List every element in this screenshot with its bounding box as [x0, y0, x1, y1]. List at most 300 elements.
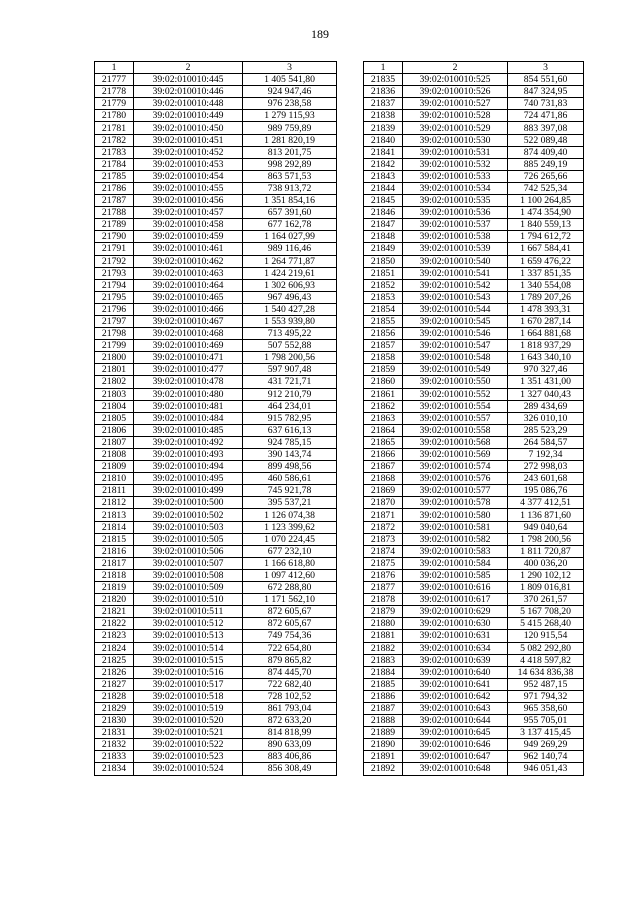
- cadastral-number-cell: 39:02:010010:547: [403, 340, 508, 352]
- row-number-cell: 21794: [95, 279, 134, 291]
- cadastral-value-cell: 460 586,61: [243, 473, 337, 485]
- table-row: [364, 195, 584, 207]
- cadastral-number-cell: 39:02:010010:642: [403, 690, 508, 702]
- table-row: [364, 303, 584, 315]
- cadastral-number-cell: 39:02:010010:550: [403, 376, 508, 388]
- row-number-cell: 21835: [364, 74, 403, 86]
- table-row: [95, 606, 337, 618]
- cadastral-value-cell: 1 405 541,80: [243, 74, 337, 86]
- cadastral-number-cell: 39:02:010010:499: [134, 485, 243, 497]
- table-row: [95, 521, 337, 533]
- table-row: [364, 98, 584, 110]
- cadastral-value-cell: 965 358,60: [508, 702, 584, 714]
- row-number-cell: 21879: [364, 606, 403, 618]
- cadastral-value-cell: 976 238,58: [243, 98, 337, 110]
- table-row: [364, 751, 584, 763]
- cadastral-number-cell: 39:02:010010:568: [403, 436, 508, 448]
- row-number-cell: 21860: [364, 376, 403, 388]
- cadastral-value-cell: 400 036,20: [508, 557, 584, 569]
- table-row: [364, 763, 584, 775]
- cadastral-value-cell: 1 553 939,80: [243, 315, 337, 327]
- cadastral-number-cell: 39:02:010010:449: [134, 110, 243, 122]
- table-row: [95, 170, 337, 182]
- table-row: [95, 74, 337, 86]
- cadastral-value-cell: 874 409,40: [508, 146, 584, 158]
- cadastral-value-cell: 1 171 562,10: [243, 594, 337, 606]
- table-row: [95, 98, 337, 110]
- row-number-cell: 21871: [364, 509, 403, 521]
- row-number-cell: 21857: [364, 340, 403, 352]
- cadastral-number-cell: 39:02:010010:552: [403, 388, 508, 400]
- table-row: [364, 545, 584, 557]
- cadastral-number-cell: 39:02:010010:465: [134, 291, 243, 303]
- table-row: [364, 231, 584, 243]
- cadastral-value-cell: 5 082 292,80: [508, 642, 584, 654]
- row-number-cell: 21827: [95, 678, 134, 690]
- table-row: [95, 158, 337, 170]
- row-number-cell: 21792: [95, 255, 134, 267]
- row-number-cell: 21847: [364, 219, 403, 231]
- cadastral-value-cell: 3 137 415,45: [508, 727, 584, 739]
- table-row: [95, 146, 337, 158]
- column-header-1: 1: [95, 62, 134, 74]
- table-row: [95, 678, 337, 690]
- cadastral-value-cell: 946 051,43: [508, 763, 584, 775]
- cadastral-value-cell: 1 327 040,43: [508, 388, 584, 400]
- table-row: [95, 533, 337, 545]
- table-row: [95, 557, 337, 569]
- table-row: [364, 267, 584, 279]
- cadastral-value-cell: 861 793,04: [243, 702, 337, 714]
- table-row: [95, 279, 337, 291]
- table-row: [95, 751, 337, 763]
- table-row: [95, 449, 337, 461]
- cadastral-number-cell: 39:02:010010:463: [134, 267, 243, 279]
- table-row: [364, 315, 584, 327]
- cadastral-value-cell: 952 487,15: [508, 678, 584, 690]
- cadastral-number-cell: 39:02:010010:481: [134, 400, 243, 412]
- cadastral-number-cell: 39:02:010010:584: [403, 557, 508, 569]
- cadastral-value-cell: 1 670 287,14: [508, 315, 584, 327]
- cadastral-value-cell: 5 167 708,20: [508, 606, 584, 618]
- row-number-cell: 21778: [95, 86, 134, 98]
- table-row: [95, 509, 337, 521]
- cadastral-number-cell: 39:02:010010:578: [403, 497, 508, 509]
- cadastral-value-cell: 1 478 393,31: [508, 303, 584, 315]
- table-row: [95, 727, 337, 739]
- cadastral-number-cell: 39:02:010010:466: [134, 303, 243, 315]
- row-number-cell: 21862: [364, 400, 403, 412]
- table-row: [364, 424, 584, 436]
- table-row: [364, 449, 584, 461]
- row-number-cell: 21876: [364, 569, 403, 581]
- table-row: [364, 727, 584, 739]
- row-number-cell: 21853: [364, 291, 403, 303]
- cadastral-value-cell: 677 232,10: [243, 545, 337, 557]
- table-row: [95, 291, 337, 303]
- cadastral-number-cell: 39:02:010010:548: [403, 352, 508, 364]
- table-row: [95, 461, 337, 473]
- cadastral-number-cell: 39:02:010010:461: [134, 243, 243, 255]
- cadastral-number-cell: 39:02:010010:508: [134, 569, 243, 581]
- row-number-cell: 21877: [364, 582, 403, 594]
- row-number-cell: 21885: [364, 678, 403, 690]
- cadastral-value-cell: 272 998,03: [508, 461, 584, 473]
- row-number-cell: 21869: [364, 485, 403, 497]
- cadastral-number-cell: 39:02:010010:540: [403, 255, 508, 267]
- column-header-3: 3: [508, 62, 584, 74]
- row-number-cell: 21839: [364, 122, 403, 134]
- cadastral-number-cell: 39:02:010010:478: [134, 376, 243, 388]
- cadastral-value-cell: 120 915,54: [508, 630, 584, 642]
- cadastral-value-cell: 814 818,99: [243, 727, 337, 739]
- cadastral-number-cell: 39:02:010010:468: [134, 328, 243, 340]
- row-number-cell: 21873: [364, 533, 403, 545]
- cadastral-number-cell: 39:02:010010:546: [403, 328, 508, 340]
- cadastral-number-cell: 39:02:010010:541: [403, 267, 508, 279]
- cadastral-value-cell: 749 754,36: [243, 630, 337, 642]
- cadastral-value-cell: 657 391,60: [243, 207, 337, 219]
- cadastral-number-cell: 39:02:010010:617: [403, 594, 508, 606]
- table-row: [364, 340, 584, 352]
- row-number-cell: 21875: [364, 557, 403, 569]
- cadastral-number-cell: 39:02:010010:512: [134, 618, 243, 630]
- cadastral-number-cell: 39:02:010010:529: [403, 122, 508, 134]
- cadastral-value-cell: 899 498,56: [243, 461, 337, 473]
- table-row: [95, 267, 337, 279]
- cadastral-value-cell: 998 292,89: [243, 158, 337, 170]
- cadastral-value-cell: 1 540 427,28: [243, 303, 337, 315]
- cadastral-number-cell: 39:02:010010:576: [403, 473, 508, 485]
- table-row: [95, 388, 337, 400]
- cadastral-number-cell: 39:02:010010:446: [134, 86, 243, 98]
- table-row: [95, 473, 337, 485]
- table-row: [364, 557, 584, 569]
- cadastral-value-cell: 989 116,46: [243, 243, 337, 255]
- table-header-row: [364, 62, 584, 74]
- table-row: [364, 618, 584, 630]
- row-number-cell: 21838: [364, 110, 403, 122]
- table-row: [95, 219, 337, 231]
- cadastral-value-cell: 1 290 102,12: [508, 569, 584, 581]
- cadastral-number-cell: 39:02:010010:521: [134, 727, 243, 739]
- row-number-cell: 21811: [95, 485, 134, 497]
- row-number-cell: 21797: [95, 315, 134, 327]
- table-row: [364, 182, 584, 194]
- row-number-cell: 21784: [95, 158, 134, 170]
- table-row: [364, 207, 584, 219]
- cadastral-value-cell: 285 523,29: [508, 424, 584, 436]
- cadastral-value-cell: 740 731,83: [508, 98, 584, 110]
- row-number-cell: 21834: [95, 763, 134, 775]
- row-number-cell: 21819: [95, 582, 134, 594]
- cadastral-number-cell: 39:02:010010:539: [403, 243, 508, 255]
- row-number-cell: 21852: [364, 279, 403, 291]
- cadastral-number-cell: 39:02:010010:530: [403, 134, 508, 146]
- cadastral-value-cell: 1 070 224,45: [243, 533, 337, 545]
- cadastral-value-cell: 1 818 937,29: [508, 340, 584, 352]
- table-row: [95, 739, 337, 751]
- cadastral-value-cell: 243 601,68: [508, 473, 584, 485]
- row-number-cell: 21846: [364, 207, 403, 219]
- cadastral-number-cell: 39:02:010010:517: [134, 678, 243, 690]
- row-number-cell: 21805: [95, 412, 134, 424]
- table-row: [95, 255, 337, 267]
- cadastral-number-cell: 39:02:010010:507: [134, 557, 243, 569]
- row-number-cell: 21868: [364, 473, 403, 485]
- table-row: [364, 485, 584, 497]
- cadastral-number-cell: 39:02:010010:634: [403, 642, 508, 654]
- table-row: [95, 400, 337, 412]
- table-row: [95, 594, 337, 606]
- row-number-cell: 21854: [364, 303, 403, 315]
- table-row: [95, 630, 337, 642]
- table-row: [364, 352, 584, 364]
- table-row: [364, 388, 584, 400]
- cadastral-value-cell: 989 759,89: [243, 122, 337, 134]
- cadastral-value-cell: 1 164 027,99: [243, 231, 337, 243]
- cadastral-number-cell: 39:02:010010:616: [403, 582, 508, 594]
- column-header-3: 3: [243, 62, 337, 74]
- table-row: [95, 666, 337, 678]
- cadastral-value-cell: 1 474 354,90: [508, 207, 584, 219]
- table-row: [364, 630, 584, 642]
- cadastral-value-cell: 507 552,88: [243, 340, 337, 352]
- cadastral-value-cell: 289 434,69: [508, 400, 584, 412]
- cadastral-number-cell: 39:02:010010:647: [403, 751, 508, 763]
- cadastral-number-cell: 39:02:010010:480: [134, 388, 243, 400]
- cadastral-value-cell: 713 495,22: [243, 328, 337, 340]
- cadastral-number-cell: 39:02:010010:522: [134, 739, 243, 751]
- cadastral-value-cell: 464 234,01: [243, 400, 337, 412]
- cadastral-number-cell: 39:02:010010:493: [134, 449, 243, 461]
- table-row: [95, 424, 337, 436]
- table-row: [364, 376, 584, 388]
- row-number-cell: 21855: [364, 315, 403, 327]
- column-header-2: 2: [403, 62, 508, 74]
- table-row: [95, 545, 337, 557]
- cadastral-value-cell: 924 947,46: [243, 86, 337, 98]
- row-number-cell: 21788: [95, 207, 134, 219]
- row-number-cell: 21851: [364, 267, 403, 279]
- table-row: [364, 328, 584, 340]
- row-number-cell: 21840: [364, 134, 403, 146]
- cadastral-number-cell: 39:02:010010:524: [134, 763, 243, 775]
- cadastral-value-cell: 847 324,95: [508, 86, 584, 98]
- cadastral-value-cell: 597 907,48: [243, 364, 337, 376]
- table-row: [364, 291, 584, 303]
- column-header-2: 2: [134, 62, 243, 74]
- cadastral-number-cell: 39:02:010010:538: [403, 231, 508, 243]
- cadastral-number-cell: 39:02:010010:459: [134, 231, 243, 243]
- row-number-cell: 21789: [95, 219, 134, 231]
- table-row: [95, 303, 337, 315]
- cadastral-number-cell: 39:02:010010:454: [134, 170, 243, 182]
- cadastral-number-cell: 39:02:010010:545: [403, 315, 508, 327]
- cadastral-number-cell: 39:02:010010:518: [134, 690, 243, 702]
- cadastral-value-cell: 1 811 720,87: [508, 545, 584, 557]
- cadastral-number-cell: 39:02:010010:458: [134, 219, 243, 231]
- table-body-left: [95, 74, 337, 775]
- cadastral-number-cell: 39:02:010010:630: [403, 618, 508, 630]
- cadastral-number-cell: 39:02:010010:450: [134, 122, 243, 134]
- cadastral-value-cell: 872 605,67: [243, 606, 337, 618]
- row-number-cell: 21842: [364, 158, 403, 170]
- row-number-cell: 21826: [95, 666, 134, 678]
- column-header-1: 1: [364, 62, 403, 74]
- cadastral-number-cell: 39:02:010010:543: [403, 291, 508, 303]
- row-number-cell: 21807: [95, 436, 134, 448]
- cadastral-value-cell: 745 921,78: [243, 485, 337, 497]
- table-row: [95, 412, 337, 424]
- cadastral-number-cell: 39:02:010010:467: [134, 315, 243, 327]
- table-row: [95, 654, 337, 666]
- row-number-cell: 21815: [95, 533, 134, 545]
- cadastral-value-cell: 1 264 771,87: [243, 255, 337, 267]
- cadastral-number-cell: 39:02:010010:535: [403, 195, 508, 207]
- table-row: [364, 690, 584, 702]
- cadastral-value-cell: 949 040,64: [508, 521, 584, 533]
- table-row: [364, 606, 584, 618]
- cadastral-value-cell: 1 798 200,56: [508, 533, 584, 545]
- cadastral-table-left: [94, 61, 337, 776]
- table-row: [364, 582, 584, 594]
- table-row: [364, 400, 584, 412]
- cadastral-value-cell: 955 705,01: [508, 715, 584, 727]
- table-row: [364, 436, 584, 448]
- cadastral-number-cell: 39:02:010010:645: [403, 727, 508, 739]
- row-number-cell: 21892: [364, 763, 403, 775]
- cadastral-value-cell: 1 166 618,80: [243, 557, 337, 569]
- cadastral-number-cell: 39:02:010010:452: [134, 146, 243, 158]
- row-number-cell: 21874: [364, 545, 403, 557]
- cadastral-value-cell: 1 794 612,72: [508, 231, 584, 243]
- row-number-cell: 21832: [95, 739, 134, 751]
- cadastral-number-cell: 39:02:010010:631: [403, 630, 508, 642]
- table-row: [364, 569, 584, 581]
- table-row: [95, 582, 337, 594]
- table-row: [364, 521, 584, 533]
- row-number-cell: 21844: [364, 182, 403, 194]
- row-number-cell: 21779: [95, 98, 134, 110]
- table-body-right: [364, 74, 584, 775]
- cadastral-value-cell: 924 785,15: [243, 436, 337, 448]
- cadastral-number-cell: 39:02:010010:569: [403, 449, 508, 461]
- cadastral-number-cell: 39:02:010010:462: [134, 255, 243, 267]
- cadastral-value-cell: 970 327,46: [508, 364, 584, 376]
- cadastral-number-cell: 39:02:010010:537: [403, 219, 508, 231]
- cadastral-number-cell: 39:02:010010:582: [403, 533, 508, 545]
- cadastral-value-cell: 1 136 871,60: [508, 509, 584, 521]
- table-row: [364, 243, 584, 255]
- cadastral-value-cell: 195 086,76: [508, 485, 584, 497]
- cadastral-value-cell: 813 201,75: [243, 146, 337, 158]
- cadastral-number-cell: 39:02:010010:506: [134, 545, 243, 557]
- table-row: [364, 255, 584, 267]
- row-number-cell: 21820: [95, 594, 134, 606]
- table-row: [364, 642, 584, 654]
- cadastral-number-cell: 39:02:010010:641: [403, 678, 508, 690]
- table-row: [95, 497, 337, 509]
- cadastral-value-cell: 742 525,34: [508, 182, 584, 194]
- cadastral-number-cell: 39:02:010010:513: [134, 630, 243, 642]
- cadastral-value-cell: 1 809 016,81: [508, 582, 584, 594]
- table-row: [364, 715, 584, 727]
- table-row: [364, 170, 584, 182]
- cadastral-value-cell: 728 102,52: [243, 690, 337, 702]
- cadastral-number-cell: 39:02:010010:557: [403, 412, 508, 424]
- cadastral-value-cell: 1 424 219,61: [243, 267, 337, 279]
- table-row: [95, 376, 337, 388]
- cadastral-number-cell: 39:02:010010:643: [403, 702, 508, 714]
- cadastral-value-cell: 1 100 264,85: [508, 195, 584, 207]
- row-number-cell: 21864: [364, 424, 403, 436]
- row-number-cell: 21883: [364, 654, 403, 666]
- cadastral-value-cell: 1 667 584,41: [508, 243, 584, 255]
- row-number-cell: 21824: [95, 642, 134, 654]
- cadastral-value-cell: 856 308,49: [243, 763, 337, 775]
- table-row: [95, 231, 337, 243]
- cadastral-number-cell: 39:02:010010:503: [134, 521, 243, 533]
- row-number-cell: 21777: [95, 74, 134, 86]
- table-row: [95, 485, 337, 497]
- cadastral-number-cell: 39:02:010010:464: [134, 279, 243, 291]
- table-header-row: [95, 62, 337, 74]
- cadastral-number-cell: 39:02:010010:509: [134, 582, 243, 594]
- row-number-cell: 21848: [364, 231, 403, 243]
- cadastral-number-cell: 39:02:010010:469: [134, 340, 243, 352]
- table-row: [95, 642, 337, 654]
- cadastral-number-cell: 39:02:010010:451: [134, 134, 243, 146]
- cadastral-value-cell: 1 126 074,38: [243, 509, 337, 521]
- row-number-cell: 21795: [95, 291, 134, 303]
- row-number-cell: 21850: [364, 255, 403, 267]
- row-number-cell: 21849: [364, 243, 403, 255]
- row-number-cell: 21809: [95, 461, 134, 473]
- row-number-cell: 21884: [364, 666, 403, 678]
- row-number-cell: 21866: [364, 449, 403, 461]
- row-number-cell: 21786: [95, 182, 134, 194]
- cadastral-value-cell: 724 471,86: [508, 110, 584, 122]
- cadastral-number-cell: 39:02:010010:577: [403, 485, 508, 497]
- cadastral-number-cell: 39:02:010010:485: [134, 424, 243, 436]
- cadastral-number-cell: 39:02:010010:534: [403, 182, 508, 194]
- cadastral-number-cell: 39:02:010010:528: [403, 110, 508, 122]
- cadastral-value-cell: 883 406,86: [243, 751, 337, 763]
- cadastral-number-cell: 39:02:010010:580: [403, 509, 508, 521]
- cadastral-table-right: [363, 61, 584, 776]
- cadastral-number-cell: 39:02:010010:644: [403, 715, 508, 727]
- row-number-cell: 21845: [364, 195, 403, 207]
- cadastral-value-cell: 1 789 207,26: [508, 291, 584, 303]
- table-row: [364, 594, 584, 606]
- cadastral-value-cell: 5 415 268,40: [508, 618, 584, 630]
- row-number-cell: 21841: [364, 146, 403, 158]
- row-number-cell: 21882: [364, 642, 403, 654]
- cadastral-value-cell: 872 633,20: [243, 715, 337, 727]
- cadastral-number-cell: 39:02:010010:549: [403, 364, 508, 376]
- cadastral-number-cell: 39:02:010010:456: [134, 195, 243, 207]
- row-number-cell: 21787: [95, 195, 134, 207]
- row-number-cell: 21830: [95, 715, 134, 727]
- row-number-cell: 21843: [364, 170, 403, 182]
- cadastral-value-cell: 722 682,40: [243, 678, 337, 690]
- table-row: [364, 86, 584, 98]
- cadastral-number-cell: 39:02:010010:523: [134, 751, 243, 763]
- row-number-cell: 21825: [95, 654, 134, 666]
- table-row: [364, 497, 584, 509]
- row-number-cell: 21804: [95, 400, 134, 412]
